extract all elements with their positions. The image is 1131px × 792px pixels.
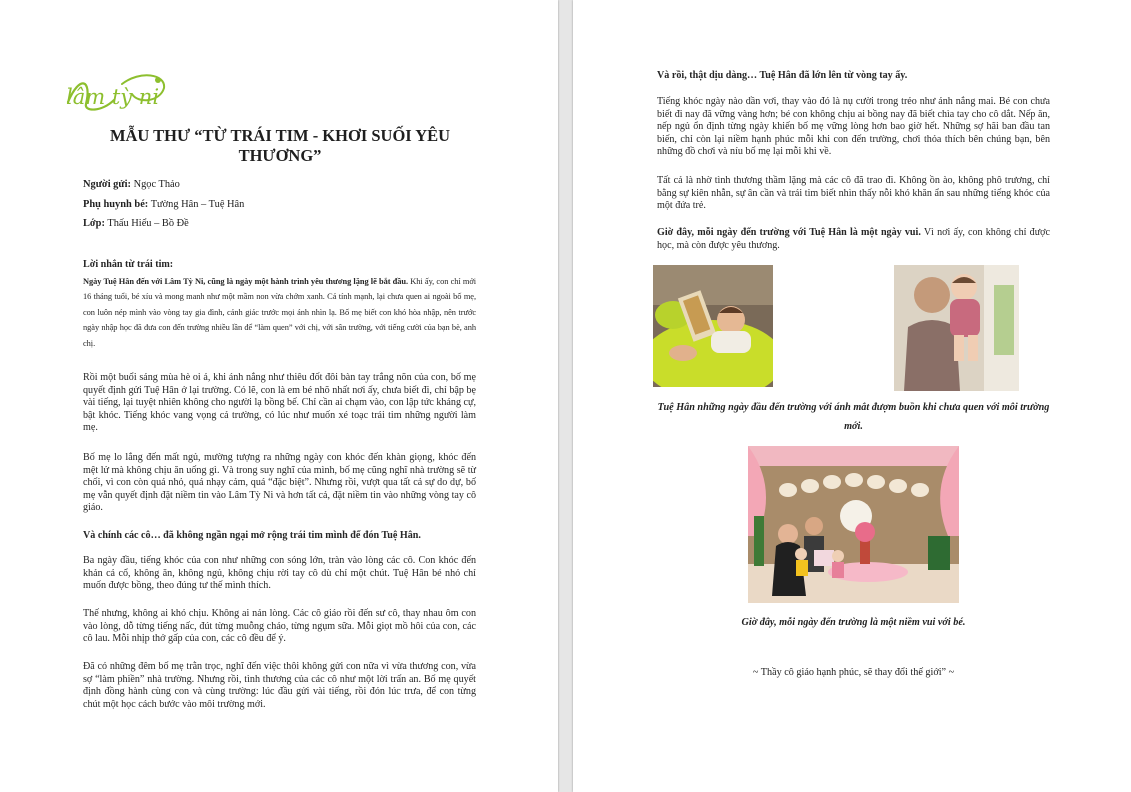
document-page-2 [573, 0, 1131, 792]
parent-value: Tường Hân – Tuệ Hân [150, 199, 245, 210]
logo-text: lâm tỳ ni [66, 85, 160, 109]
sender-line [83, 178, 180, 192]
sender-label: Người gửi: [83, 179, 131, 190]
sender-value: Ngọc Thảo [133, 179, 180, 190]
page2-paragraph-2: Tất cả là nhờ tình thương thầm lặng mà các cô đã trao đi. Không ồn ào, không phô trương, chỉ bằng sự kiên nhẫn, sự ân cần và trái tim biết nhìn thấy nỗi khó khăn ẩn sau những tiếng khóc của một đứa trẻ. [657, 175, 1050, 212]
parent-line [83, 198, 244, 212]
paragraph-5: Đã có những đêm bố mẹ trằn trọc, nghĩ đến việc thôi không gửi con nữa vì vừa thương con, vừa sợ “làm phiền” nhà trường. Nhưng rồi, tình thương của các cô như một lời trấn an. Bố mẹ quyết định đồng hành cùng con và cùng trường: lúc đầu gửi vài tiếng, rồi đón lúc trưa, để con từng chút một học cách bước vào môi trường mới. [83, 661, 476, 710]
paragraph-1: Rồi một buổi sáng mùa hè oi ả, khi ánh nắng như thiêu đốt đôi bàn tay trắng nõn của con, bố mẹ quyết định gửi Tuệ Hân ở lại trường. Có lẽ, con là em bé nhõ nhất nơi ấy, chưa biết đi, chỉ bập bẹ vài tiếng, lại tuyệt nhiên không cho người lạ bồng bế. Chỉ cần ai chạm vào, con lập tức kháng cự, bật khóc. Tiếng khóc vang vọng cả trường, có lúc như muốn xé toạc trái tim những người làm mẹ. [83, 372, 476, 434]
closing-quote: ~ Thầy cô giáo hạnh phúc, sẽ thay đổi thế giới” ~ [752, 667, 955, 678]
class-line [83, 217, 189, 231]
parent-label: Phụ huynh bé: [83, 199, 149, 210]
page2-heading-1: Và rồi, thật dịu dàng… Tuệ Hân đã lớn lên từ vòng tay ấy. [657, 70, 908, 81]
page2-paragraph-3 [657, 227, 1050, 252]
photo-family-at-school [748, 446, 959, 603]
paragraph-2: Bố mẹ lo lắng đến mất ngủ, mường tượng ra những ngày con khóc đến khàn giọng, khóc đến mệt lử mà không chịu ăn uống gì. Và trong suy nghĩ của mình, bố mẹ cũng nghĩ nhà trường sẽ từ chối, vì con còn quá nhỏ, quá nhạy cảm, quá “đặc biệt”. Nhưng rồi, vượt qua tất cả sự do dự, bố mẹ vẫn quyết định đặt niềm tin vào Lâm Tỳ Ni và hơn tất cả, đặt niềm tin vào những vòng tay cô giáo. [83, 452, 476, 514]
caption-first-days: Tuệ Hân những ngày đầu đến trường với ánh mắt đượm buồn khi chưa quen với môi trường mới. [657, 402, 1050, 432]
heading-2: Và chính các cô… đã không ngần ngại mở rộng trái tim mình để đón Tuệ Hân. [83, 530, 421, 541]
photo-nun-holding-baby [894, 265, 1019, 391]
page2-para3-bold: Giờ đây, mỗi ngày đến trường với Tuệ Hân là một ngày vui. [657, 227, 921, 238]
document-page-1 [0, 0, 558, 792]
photo-baby-reading [653, 265, 773, 387]
page2-para3-rest: Vì nơi ấy, con không chỉ được học, mà còn được yêu thương. [657, 227, 1050, 251]
paragraph-3: Ba ngày đầu, tiếng khóc của con như những con sóng lớn, tràn vào lòng các cô. Con khóc đến khản cả cổ, không ăn, không ngủ, không chịu rời tay cô dù chỉ một chút. Tuệ Hân bé nhỏ chỉ muốn được bồng, theo đúng tư thế mình thích. [83, 555, 476, 592]
class-label: Lớp: [83, 218, 105, 229]
intro-rest: Khi ấy, con chỉ mới 16 tháng tuổi, bé xíu và mong manh như một mầm non vừa chớm xanh. Cá tính mạnh, lại chưa quen ai ngoài bố mẹ, con luôn nép mình vào vòng tay gia đình, cảnh giác trước mọi ánh nhìn lạ. Bố mẹ biết con khó hòa nhập, nên trước ngày nhập học đã đưa con đến trường nhiều lần để “làm quen” với chị, với sân trường, với tiếng cười của bạn bè, anh chị. [83, 277, 476, 348]
class-value: Thấu Hiểu – Bồ Đề [107, 218, 189, 229]
heart-heading: Lời nhắn từ trái tim: [83, 259, 174, 270]
letter-title: MẪU THƯ “TỪ TRÁI TIM - KHƠI SUỐI YÊU THƯƠNG” [109, 126, 451, 165]
school-logo [62, 66, 172, 118]
intro-bold: Ngày Tuệ Hân đến với Lâm Tỳ Ni, cũng là ngày một hành trình yêu thương lặng lẽ bắt đầu. [83, 277, 409, 286]
intro-paragraph [83, 274, 476, 351]
paragraph-4: Thế nhưng, không ai khó chịu. Không ai nản lòng. Các cô giáo rồi đến sư cô, thay nhau ôm con vào lòng, dỗ từng tiếng nấc, đút từng muỗng cháo, từng ngụm sữa. Mỗi giọt mồ hôi của con, các cô lau. Mỗi nhịp thở gấp của con, các cô đều để ý. [83, 608, 476, 645]
page2-paragraph-1: Tiếng khóc ngày nào dần vơi, thay vào đó là nụ cười trong trẻo như ánh nắng mai. Bé con chưa biết đi nay đã vững vàng hơn; bé con không chịu ai bồng nay đã biết chìa tay cho cô dắt. Nếp ăn, nếp ngủ ổn định từng ngày khiến bố mẹ vững lòng hơn bao giờ hết. Những sợ hãi ban đầu tan biến, chỉ còn lại niềm hạnh phúc mỗi khi con đến trường, chơi thỏa thích bên chúng bạn, bên những đồ chơi và níu bố mẹ lại mỗi khi về. [657, 96, 1050, 158]
caption-now-happy: Giờ đây, mỗi ngày đến trường là một niềm vui với bé. [741, 617, 966, 628]
